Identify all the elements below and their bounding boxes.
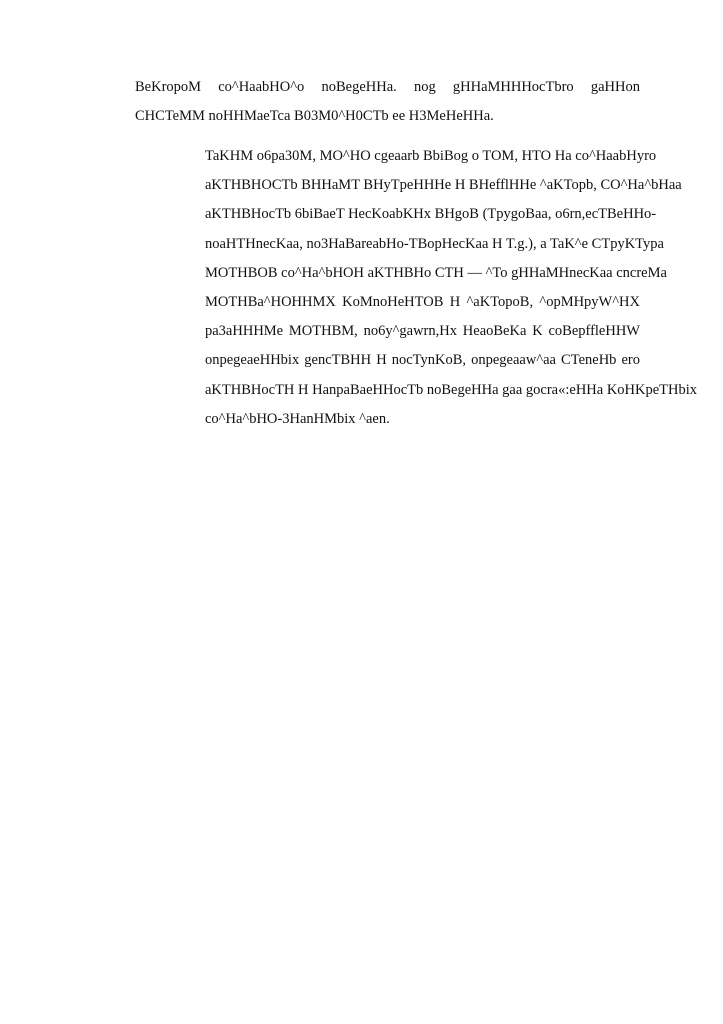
text-line: CHCTeMM noHHMaeTca B03M0^H0CTb ee H3MeHeHHa. — [135, 108, 494, 125]
paragraph-2 — [135, 142, 698, 434]
text-line: onpegeaeHHbix gencTBHH H nocTynKoB, onpegeaaw^aa CTeneHb ero — [205, 352, 640, 369]
text-line: TaKHM o6pa30M, MO^HO cgeaarb BbiBog o TOM, HTO Ha co^HaabHyro — [205, 148, 657, 164]
text-line: aKTHBHocTH H HanpaBaeHHocTb noBegeHHa gaa gocra«:eHHa KoHKpeTHbix — [205, 381, 698, 398]
text-line: BeKropoM co^HaabHO^o noBegeHHa. nog gHHaMHHHocTbro gaHHon — [135, 79, 640, 95]
text-line: aKTHBHocTb 6biBaeT HecKoabKHx BHgoB (TpygoBaa, o6rn,ecTBeHHo- — [205, 206, 657, 223]
text-line: co^Ha^bHO-3HanHMbix ^aen. — [205, 410, 390, 427]
text-line: aKTHBHOCTb BHHaMT BHyTpeHHHe H BHefflHHe ^aKTopb, CO^Ha^bHaa — [205, 177, 682, 194]
text-line: pa3aHHHMe MOTHBM, no6y^gawrn,Hx HeaoBeKa K coBepfflеHHW — [205, 323, 640, 340]
paragraph-1 — [135, 73, 640, 131]
text-line: MOTHBOB co^Ha^bHOH aKTHBHo CTH — ^To gHHaMHnecKaa cncreMa — [205, 264, 667, 281]
text-line: noaHTHnecKaa, no3HaBareabHo-TBopHecKaa H T.g.), a TaK^e CTpyKTypa — [205, 235, 664, 252]
text-line: MOTHBa^HOHHMX KoMnoHeHTOB H ^aKTopoB, ^opMHpyW^HX — [205, 294, 640, 311]
